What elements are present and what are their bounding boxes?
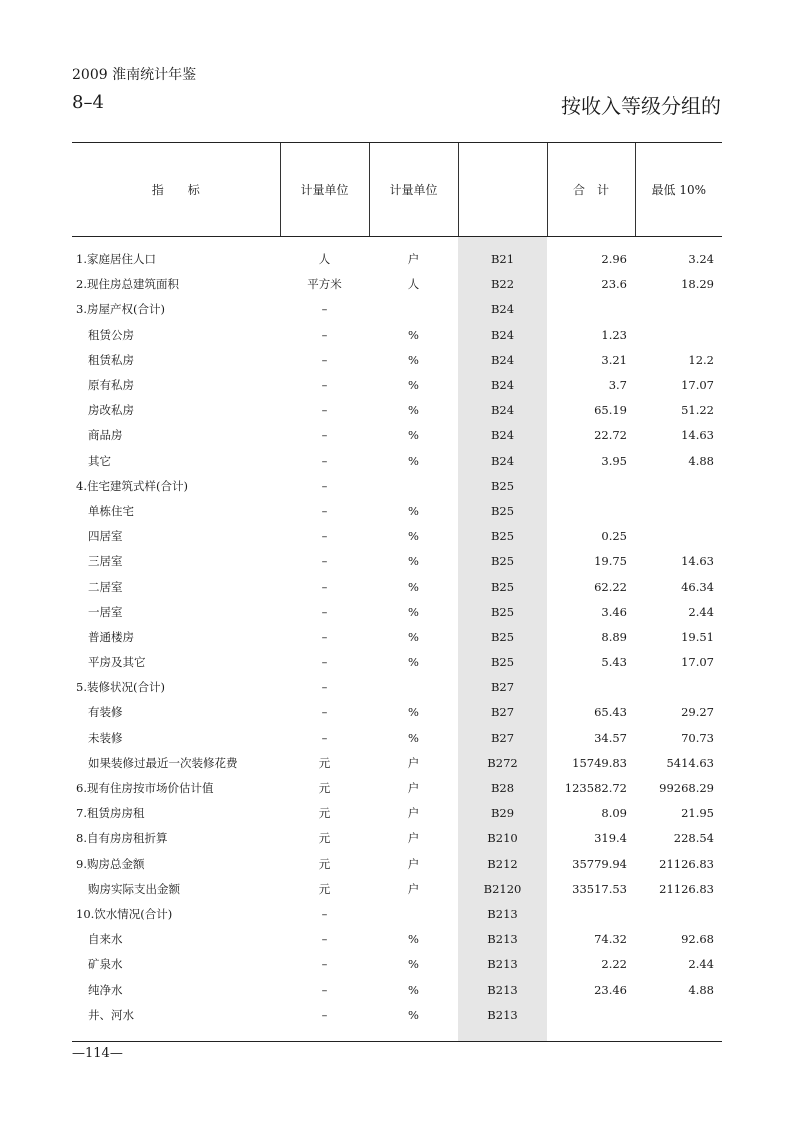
row-lowest-10 [635, 1002, 722, 1027]
row-unit-2: % [408, 932, 419, 947]
row-lowest-10: 3.24 [688, 252, 714, 267]
row-unit: – [321, 554, 328, 569]
table-row [72, 725, 722, 750]
row-lowest-10: 21126.83 [659, 881, 714, 896]
row-code: B27 [458, 725, 547, 750]
row-name: 纯净水 [88, 982, 123, 997]
table-row [72, 599, 722, 624]
row-lowest-10: 21126.83 [659, 856, 714, 871]
table-row [72, 247, 722, 272]
table-row [72, 977, 722, 1002]
row-unit: – [321, 604, 328, 619]
row-name: 三居室 [88, 554, 123, 569]
col-header-total: 合 计 [547, 143, 635, 237]
row-name: 房改私房 [88, 403, 134, 418]
row-code: B272 [458, 750, 547, 775]
row-name: 5.装修状况(合计) [76, 680, 165, 695]
row-unit-2: 户 [407, 881, 420, 896]
row-total: 23.6 [601, 277, 627, 292]
row-unit: 元 [318, 755, 331, 770]
row-unit-2: % [408, 352, 419, 367]
row-unit: – [321, 932, 328, 947]
row-total [547, 675, 635, 700]
row-code: B24 [458, 448, 547, 473]
row-code: B213 [458, 952, 547, 977]
row-unit-2: 户 [407, 755, 420, 770]
row-unit: – [321, 503, 328, 518]
yearbook-title: 2009 淮南统计年鉴 [72, 67, 197, 83]
row-unit-2: % [408, 378, 419, 393]
col-header-code [458, 143, 547, 237]
row-code: B29 [458, 801, 547, 826]
row-lowest-10 [635, 473, 722, 498]
row-lowest-10 [635, 675, 722, 700]
row-unit-2: % [408, 529, 419, 544]
table-row [72, 1002, 722, 1027]
row-lowest-10 [635, 297, 722, 322]
row-unit: – [321, 957, 328, 972]
row-lowest-10: 2.44 [688, 604, 714, 619]
table-row [72, 675, 722, 700]
row-total: 3.21 [601, 352, 627, 367]
row-total: 23.46 [594, 982, 627, 997]
row-total: 62.22 [594, 579, 627, 594]
page-number: —114— [72, 1046, 123, 1061]
row-unit-2 [369, 675, 458, 700]
table-row [72, 826, 722, 851]
row-name: 二居室 [88, 579, 123, 594]
row-name: 1.家庭居住人口 [76, 252, 156, 267]
table-row [72, 398, 722, 423]
row-unit-2: % [408, 327, 419, 342]
row-name: 未装修 [88, 730, 123, 745]
row-total: 8.89 [601, 629, 627, 644]
row-lowest-10: 29.27 [681, 705, 714, 720]
row-unit: – [321, 730, 328, 745]
table-row [72, 448, 722, 473]
row-code: B25 [458, 574, 547, 599]
row-unit: – [321, 629, 328, 644]
row-name: 租赁公房 [88, 327, 134, 342]
row-total: 123582.72 [564, 781, 627, 796]
row-code: B25 [458, 524, 547, 549]
row-lowest-10 [635, 498, 722, 523]
row-total: 65.19 [594, 403, 627, 418]
table-bottom-spacer [72, 1027, 722, 1041]
table-row [72, 347, 722, 372]
row-unit: – [321, 705, 328, 720]
row-unit: 元 [318, 806, 331, 821]
row-code: B210 [458, 826, 547, 851]
row-total: 22.72 [594, 428, 627, 443]
row-code: B27 [458, 700, 547, 725]
table-title: 按收入等级分组的 [561, 94, 721, 118]
row-code: B24 [458, 372, 547, 397]
row-code: B21 [458, 247, 547, 272]
row-lowest-10: 46.34 [681, 579, 714, 594]
table-row [72, 473, 722, 498]
table-row [72, 549, 722, 574]
table-row [72, 851, 722, 876]
row-total: 65.43 [594, 705, 627, 720]
row-code: B25 [458, 599, 547, 624]
row-unit: 平方米 [307, 277, 342, 292]
row-lowest-10: 17.07 [681, 378, 714, 393]
row-code: B213 [458, 1002, 547, 1027]
row-total: 5.43 [601, 655, 627, 670]
row-lowest-10: 14.63 [681, 554, 714, 569]
row-code: B25 [458, 624, 547, 649]
row-name: 平房及其它 [88, 655, 146, 670]
row-lowest-10: 4.88 [688, 982, 714, 997]
row-unit: – [321, 529, 328, 544]
row-unit-2: % [408, 403, 419, 418]
row-unit: 元 [318, 781, 331, 796]
row-unit-2: % [408, 453, 419, 468]
row-total: 3.7 [608, 378, 627, 393]
row-name: 2.现住房总建筑面积 [76, 277, 179, 292]
row-total: 35779.94 [572, 856, 627, 871]
table-row [72, 901, 722, 926]
row-code: B212 [458, 851, 547, 876]
row-unit-2: % [408, 730, 419, 745]
row-total: 3.95 [601, 453, 627, 468]
row-unit-2: % [408, 655, 419, 670]
table-row [72, 952, 722, 977]
row-total: 3.46 [601, 604, 627, 619]
row-total: 319.4 [594, 831, 627, 846]
row-code: B25 [458, 473, 547, 498]
row-lowest-10: 70.73 [681, 730, 714, 745]
row-name: 普通楼房 [88, 629, 134, 644]
row-unit: – [321, 428, 328, 443]
row-total: 19.75 [594, 554, 627, 569]
table-row [72, 423, 722, 448]
row-code: B24 [458, 423, 547, 448]
col-header-unit: 计量单位 [280, 143, 369, 237]
row-name: 四居室 [88, 529, 123, 544]
table-row [72, 750, 722, 775]
row-name: 6.现有住房按市场价估计值 [76, 781, 214, 796]
row-lowest-10 [635, 322, 722, 347]
row-total: 1.23 [601, 327, 627, 342]
row-unit: – [321, 302, 328, 317]
row-name: 7.租赁房房租 [76, 806, 145, 821]
row-lowest-10: 4.88 [688, 453, 714, 468]
row-code: B213 [458, 977, 547, 1002]
row-lowest-10: 12.2 [688, 352, 714, 367]
row-code: B213 [458, 927, 547, 952]
row-code: B25 [458, 650, 547, 675]
row-total: 15749.83 [572, 755, 627, 770]
row-total: 74.32 [594, 932, 627, 947]
row-lowest-10 [635, 901, 722, 926]
row-unit: – [321, 680, 328, 695]
row-total: 0.25 [601, 529, 627, 544]
row-unit-2: % [408, 503, 419, 518]
row-name: 矿泉水 [88, 957, 123, 972]
row-lowest-10: 21.95 [681, 806, 714, 821]
table-header-row [72, 143, 722, 237]
row-unit-2: 户 [407, 831, 420, 846]
row-total [547, 297, 635, 322]
row-unit: – [321, 403, 328, 418]
row-lowest-10: 2.44 [688, 957, 714, 972]
row-code: B213 [458, 901, 547, 926]
row-code: B24 [458, 297, 547, 322]
table-row [72, 524, 722, 549]
row-unit: – [321, 655, 328, 670]
col-header-indicator: 指 标 [72, 143, 280, 237]
row-unit-2 [369, 901, 458, 926]
row-code: B25 [458, 549, 547, 574]
row-unit-2: 户 [407, 252, 420, 267]
row-unit: – [321, 352, 328, 367]
row-unit-2: % [408, 579, 419, 594]
row-code: B27 [458, 675, 547, 700]
row-lowest-10: 17.07 [681, 655, 714, 670]
row-name: 如果装修过最近一次装修花费 [88, 755, 238, 770]
row-unit: – [321, 478, 328, 493]
table-row [72, 624, 722, 649]
row-total [547, 498, 635, 523]
row-unit-2: % [408, 428, 419, 443]
row-unit-2: 户 [407, 781, 420, 796]
row-lowest-10: 51.22 [681, 403, 714, 418]
row-total: 8.09 [601, 806, 627, 821]
row-code: B24 [458, 398, 547, 423]
row-total [547, 1002, 635, 1027]
row-unit-2: % [408, 554, 419, 569]
row-code: B24 [458, 347, 547, 372]
row-unit: – [321, 982, 328, 997]
row-code: B22 [458, 272, 547, 297]
row-unit: – [321, 378, 328, 393]
table-row [72, 801, 722, 826]
table-row [72, 700, 722, 725]
row-name: 有装修 [88, 705, 123, 720]
row-total [547, 473, 635, 498]
row-lowest-10 [635, 524, 722, 549]
table-row [72, 297, 722, 322]
row-unit-2: % [408, 604, 419, 619]
row-unit: 人 [318, 252, 331, 267]
row-name: 其它 [88, 453, 111, 468]
row-unit-2: 人 [407, 277, 420, 292]
row-name: 一居室 [88, 604, 123, 619]
col-header-unit-2: 计量单位 [369, 143, 458, 237]
row-unit-2: % [408, 1007, 419, 1022]
row-total: 33517.53 [572, 881, 627, 896]
table-row [72, 498, 722, 523]
row-lowest-10: 228.54 [673, 831, 714, 846]
row-unit-2: 户 [407, 806, 420, 821]
row-code: B24 [458, 322, 547, 347]
row-name: 租赁私房 [88, 352, 134, 367]
row-unit: – [321, 1007, 328, 1022]
col-header-lowest-10: 最低 10% [635, 143, 722, 237]
row-name: 8.自有房房租折算 [76, 831, 168, 846]
row-unit-2: % [408, 982, 419, 997]
row-code: B2120 [458, 876, 547, 901]
row-total: 2.96 [601, 252, 627, 267]
row-unit: – [321, 579, 328, 594]
row-code: B25 [458, 498, 547, 523]
row-name: 3.房屋产权(合计) [76, 302, 165, 317]
table-row [72, 775, 722, 800]
table-row [72, 372, 722, 397]
row-lowest-10: 14.63 [681, 428, 714, 443]
row-unit: – [321, 906, 328, 921]
row-code: B28 [458, 775, 547, 800]
row-name: 井、河水 [88, 1007, 134, 1022]
statistics-table [72, 142, 722, 1042]
table-top-spacer [72, 237, 722, 247]
row-unit-2: % [408, 957, 419, 972]
row-lowest-10: 92.68 [681, 932, 714, 947]
row-total: 2.22 [601, 957, 627, 972]
row-name: 单栋住宅 [88, 503, 134, 518]
row-unit-2: % [408, 629, 419, 644]
row-unit: – [321, 327, 328, 342]
row-name: 4.住宅建筑式样(合计) [76, 478, 188, 493]
table-row [72, 272, 722, 297]
row-lowest-10: 99268.29 [659, 781, 714, 796]
row-unit: 元 [318, 856, 331, 871]
table-row [72, 574, 722, 599]
row-name: 商品房 [88, 428, 123, 443]
row-lowest-10: 5414.63 [666, 755, 714, 770]
row-name: 自来水 [88, 932, 123, 947]
table-number: 8–4 [72, 92, 104, 113]
row-unit: – [321, 453, 328, 468]
row-lowest-10: 19.51 [681, 629, 714, 644]
row-unit-2: % [408, 705, 419, 720]
table-row [72, 876, 722, 901]
row-unit: 元 [318, 831, 331, 846]
row-name: 购房实际支出金额 [88, 881, 180, 896]
row-lowest-10: 18.29 [681, 277, 714, 292]
row-unit-2 [369, 473, 458, 498]
table-row [72, 927, 722, 952]
row-unit: 元 [318, 881, 331, 896]
row-total: 34.57 [594, 730, 627, 745]
row-name: 原有私房 [88, 378, 134, 393]
row-name: 9.购房总金额 [76, 856, 145, 871]
table-row [72, 322, 722, 347]
table-row [72, 650, 722, 675]
row-unit-2 [369, 297, 458, 322]
row-unit-2: 户 [407, 856, 420, 871]
row-total [547, 901, 635, 926]
row-name: 10.饮水情况(合计) [76, 906, 173, 921]
